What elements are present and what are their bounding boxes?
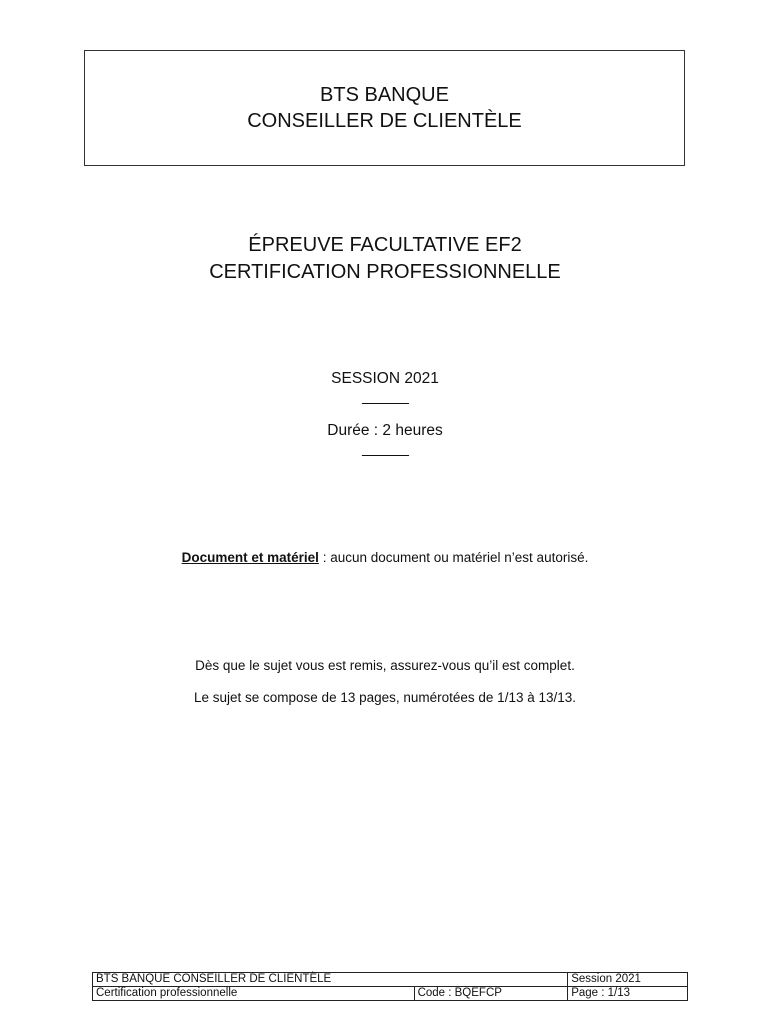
instruction-line-1: Dès que le sujet vous est remis, assurez-vous qu’il est complet. <box>195 658 575 673</box>
instruction-line-2: Le sujet se compose de 13 pages, numérotées de 1/13 à 13/13. <box>193 690 576 705</box>
documents-notice <box>0 550 770 565</box>
header-line-1: BTS BANQUE <box>320 84 449 106</box>
session-separator-1: ______ <box>362 388 408 405</box>
footer-page-number: Page : 1/13 <box>568 987 688 1001</box>
session-block <box>0 368 770 464</box>
footer-empty <box>414 973 568 987</box>
footer-row-1 <box>93 973 688 987</box>
documents-text: : aucun document ou matériel n’est autorisé. <box>318 550 589 565</box>
instructions <box>0 650 770 714</box>
footer-course: BTS BANQUE CONSEILLER DE CLIENTÈLE <box>93 973 415 987</box>
footer-row-2 <box>93 987 688 1001</box>
header-line-2: CONSEILLER DE CLIENTÈLE <box>247 110 522 132</box>
page-footer <box>92 972 688 1001</box>
footer-session: Session 2021 <box>568 973 688 987</box>
footer-code: Code : BQEFCP <box>414 987 568 1001</box>
exam-title-line-2: CERTIFICATION PROFESSIONNELLE <box>209 261 561 283</box>
exam-title <box>0 232 770 286</box>
duration-label: Durée : 2 heures <box>327 422 443 439</box>
session-separator-2: ______ <box>362 440 408 457</box>
exam-title-line-1: ÉPREUVE FACULTATIVE EF2 <box>248 234 522 256</box>
header-box <box>84 50 685 166</box>
session-label: SESSION 2021 <box>331 370 439 387</box>
documents-label: Document et matériel <box>181 550 319 565</box>
footer-exam-type: Certification professionnelle <box>93 987 415 1001</box>
